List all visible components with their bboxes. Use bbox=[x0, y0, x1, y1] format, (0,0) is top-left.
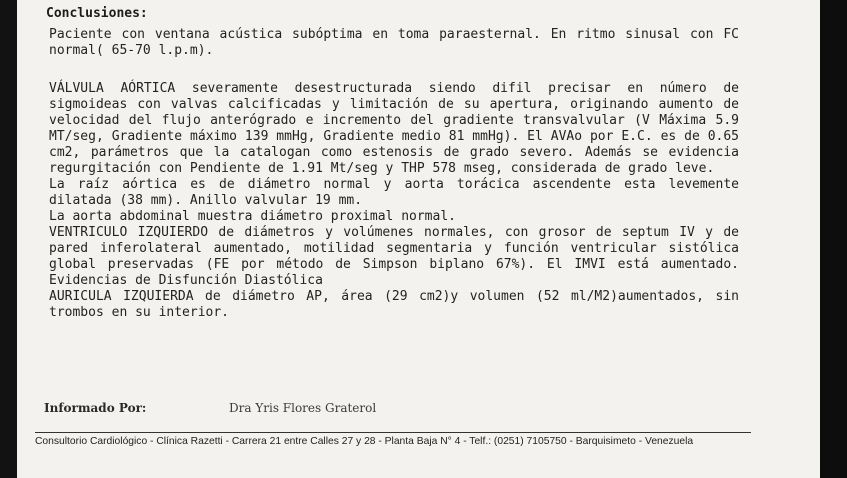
findings-block bbox=[49, 81, 747, 321]
footer-divider bbox=[35, 432, 751, 433]
clinic-footer: Consultorio Cardiológico - Clínica Razetti - Carrera 21 entre Calles 27 y 28 - Planta Baja N° 4 - Telf.: (0251) 7105750 - Barquisimeto - Venezuela bbox=[35, 436, 694, 447]
intro-paragraph: Paciente con ventana acústica subóptima en toma paraesternal. En ritmo sinusal con FC normal( 65-70 l.p.m). bbox=[49, 27, 747, 58]
aortic-root-paragraph: La raíz aórtica es de diámetro normal y aorta torácica ascendente esta levemente dilatada (38 mm). Anillo valvular 19 mm. bbox=[49, 177, 747, 208]
left-atrium-paragraph: AURICULA IZQUIERDA de diámetro AP, área (29 cm2)y volumen (52 ml/M2)aumentados, sin trombos en su interior. bbox=[49, 289, 747, 320]
scan-left-border bbox=[0, 0, 17, 478]
reported-by-label: Informado Por: bbox=[44, 401, 147, 415]
intro-paragraph-block bbox=[49, 27, 747, 59]
report-page bbox=[17, 0, 820, 478]
aortic-valve-paragraph: VÁLVULA AÓRTICA severamente desestructurada siendo difil precisar en número de sigmoideas con valvas calcificadas y limitación de su apertura, originando aumento de velocidad del flujo anterógrado e incremento del gradiente transvalvular (V Máxima 5.9 MT/seg, Gradiente máximo 139 mmHg, Gradiente medio 81 mmHg). El AVAo por E.C. es de 0.65 cm2, parámetros que la catalogan como estenosis de grado severo. Además se evidencia regurgitación con Pendiente de 1.91 Mt/seg y THP 578 mseg, considerada de grado leve. bbox=[49, 81, 747, 176]
left-ventricle-paragraph: VENTRICULO IZQUIERDO de diámetros y volúmenes normales, con grosor de septum IV y de pared inferolateral aumentado, motilidad segmentaria y función ventricular sistólica global preservadas (FE por método de Simpson biplano 67%). El IMVI está aumentado. Evidencias de Disfunción Diastólica bbox=[49, 225, 747, 288]
scan-right-border bbox=[820, 0, 847, 478]
conclusions-heading: Conclusiones: bbox=[46, 6, 148, 21]
abdominal-aorta-paragraph: La aorta abdominal muestra diámetro proximal normal. bbox=[49, 209, 456, 224]
doctor-name: Dra Yris Flores Graterol bbox=[229, 401, 377, 415]
